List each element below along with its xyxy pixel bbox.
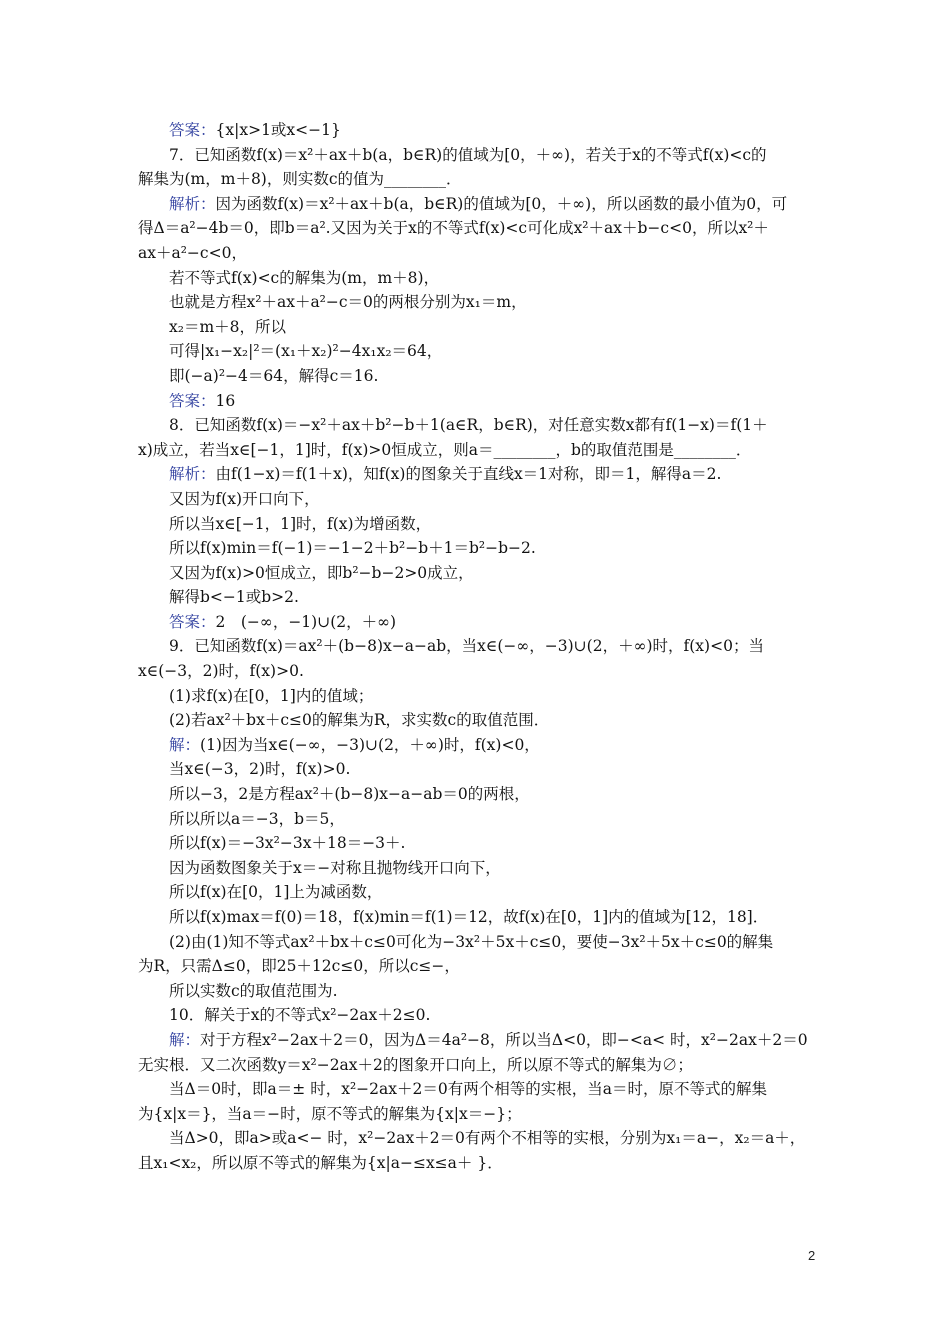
text-line	[138, 413, 818, 438]
line-text: x∈(−3，2)时，f(x)>0.	[138, 662, 304, 681]
text-line	[138, 979, 818, 1004]
text-line	[138, 856, 818, 881]
line-text: 所以实数c的取值范围为.	[169, 981, 338, 1000]
text-line	[138, 585, 818, 610]
line-text: 9．已知函数f(x)＝ax²＋(b−8)x−a−ab，当x∈(−∞，−3)∪(2，＋∞)时，f(x)<0；当	[169, 637, 764, 656]
line-text: 所以f(x)max＝f(0)＝18，f(x)min＝f(1)＝12，故f(x)在[0，1]内的值域为[12，18]．	[169, 908, 769, 926]
line-text: 当x∈(−3，2)时，f(x)>0.	[169, 760, 351, 779]
text-line	[138, 192, 818, 217]
line-text: 当Δ>0，即a>或a<− 时，x²−2ax＋2＝0有两个不相等的实根，分别为x₁＝a−，x₂＝a＋，	[169, 1129, 806, 1148]
line-text: x)成立，若当x∈[−1，1]时，f(x)>0恒成立，则a＝________，b的取值范围是________．	[138, 440, 752, 459]
text-line	[138, 1102, 818, 1127]
text-line	[138, 389, 818, 414]
line-text: 也就是方程x²＋ax＋a²−c＝0的两根分别为x₁＝m，	[169, 293, 527, 312]
line-text: (2)若ax²＋bx＋c≤0的解集为R，求实数c的取值范围．	[169, 711, 550, 730]
line-text: 且x₁<x₂，所以原不等式的解集为{x|a−≤x≤a＋ }．	[138, 1153, 503, 1172]
line-text: 所以f(x)在[0，1]上为减函数，	[169, 883, 383, 902]
answer-label: 答案：	[169, 391, 216, 410]
text-line	[138, 143, 818, 168]
text-line	[138, 930, 818, 955]
line-text: 当Δ＝0时，即a＝± 时，x²−2ax＋2＝0有两个相等的实根，当a＝时，原不等式的解集	[169, 1080, 767, 1099]
line-text: 所以当x∈[−1，1]时，f(x)为增函数，	[169, 514, 432, 533]
text-line	[138, 1077, 818, 1102]
line-text: 解集为(m，m＋8)，则实数c的值为________．	[138, 170, 462, 189]
text-line	[138, 290, 818, 315]
line-text: 又因为f(x)开口向下，	[169, 489, 320, 508]
answer-label: 解析：	[169, 194, 216, 213]
text-line	[138, 880, 818, 905]
line-text: 2 (−∞，−1)∪(2，＋∞)	[215, 612, 397, 631]
text-line	[138, 684, 818, 709]
line-text: 即(−a)²−4＝64，解得c＝16.	[169, 366, 379, 385]
text-line	[138, 659, 818, 684]
line-text: 7．已知函数f(x)＝x²＋ax＋b(a，b∈R)的值域为[0，＋∞)，若关于x的不等式f(x)<c的	[169, 145, 767, 164]
line-text: (2)由(1)知不等式ax²＋bx＋c≤0可化为−3x²＋5x＋c≤0，要使−3x²＋5x＋c≤0的解集	[169, 932, 774, 951]
text-line	[138, 487, 818, 512]
text-line	[138, 708, 818, 733]
line-text: 由f(1−x)＝f(1＋x)，知f(x)的图象关于直线x＝1对称，即＝1，解得a＝2.	[215, 465, 722, 484]
text-line	[138, 954, 818, 979]
text-line	[138, 315, 818, 340]
text-line	[138, 757, 818, 782]
text-line	[138, 266, 818, 291]
text-line	[138, 438, 818, 463]
line-text: 所以f(x)＝−3x²−3x＋18＝−3＋.	[169, 834, 406, 853]
answer-label: 解：	[169, 1030, 201, 1049]
line-text: 16	[215, 391, 236, 410]
line-text: 所以所以a＝−3，b＝5，	[169, 809, 345, 828]
line-text: x₂＝m＋8，所以	[169, 317, 287, 336]
text-line	[138, 831, 818, 856]
answer-label: 答案：	[169, 612, 216, 631]
answer-label: 解：	[169, 735, 201, 754]
text-line	[138, 118, 818, 143]
text-line	[138, 561, 818, 586]
text-line	[138, 1028, 818, 1053]
line-text: 对于方程x²−2ax＋2＝0，因为Δ＝4a²−8，所以当Δ<0，即−<a< 时，x²−2ax＋2＝0	[200, 1030, 808, 1049]
text-line	[138, 512, 818, 537]
line-text: 所以f(x)min＝f(−1)＝−1−2＋b²−b＋1＝b²−b−2.	[169, 539, 536, 558]
line-text: 得Δ＝a²−4b＝0，即b＝a².又因为关于x的不等式f(x)<c可化成x²＋ax＋b−c<0，所以x²＋	[138, 219, 769, 238]
text-line	[138, 610, 818, 635]
line-text: 8．已知函数f(x)＝−x²＋ax＋b²−b＋1(a∈R，b∈R)，对任意实数x都有f(1−x)＝f(1＋	[169, 416, 768, 435]
text-line	[138, 905, 818, 930]
text-line	[138, 167, 818, 192]
line-text: ax＋a²−c<0，	[138, 243, 247, 262]
text-line	[138, 1053, 818, 1078]
line-text: 因为函数f(x)＝x²＋ax＋b(a，b∈R)的值域为[0，＋∞)，所以函数的最小值为0，可	[215, 194, 788, 213]
line-text: 为R，只需Δ≤0，即25＋12c≤0，所以c≤−，	[138, 957, 460, 976]
answer-label: 解析：	[169, 465, 216, 484]
text-line	[138, 339, 818, 364]
line-text: 因为函数图象关于x＝−对称且抛物线开口向下，	[169, 858, 501, 877]
line-text: (1)因为当x∈(−∞，−3)∪(2，＋∞)时，f(x)<0，	[200, 735, 540, 754]
document-body	[138, 118, 818, 1176]
text-line	[138, 634, 818, 659]
line-text: 为{x|x＝}，当a＝−时，原不等式的解集为{x|x＝−}；	[138, 1104, 522, 1123]
text-line	[138, 1126, 818, 1151]
answer-label: 答案：	[169, 121, 216, 139]
text-line	[138, 364, 818, 389]
text-line	[138, 536, 818, 561]
text-line	[138, 1151, 818, 1176]
line-text: 无实根．又二次函数y＝x²−2ax＋2的图象开口向上，所以原不等式的解集为∅；	[138, 1055, 693, 1074]
line-text: 所以−3，2是方程ax²＋(b−8)x−a−ab＝0的两根，	[169, 785, 530, 804]
line-text: 若不等式f(x)<c的解集为(m，m＋8)，	[169, 268, 440, 287]
line-text: (1)求f(x)在[0，1]内的值域；	[169, 686, 374, 705]
text-line	[138, 1003, 818, 1028]
line-text: 解得b<−1或b>2.	[169, 588, 299, 607]
line-text: 又因为f(x)>0恒成立，即b²−b−2>0成立，	[169, 563, 474, 582]
text-line	[138, 241, 818, 266]
page-number: 2	[808, 1248, 816, 1263]
text-line	[138, 807, 818, 832]
line-text: 可得|x₁−x₂|²＝(x₁＋x₂)²−4x₁x₂＝64，	[169, 342, 443, 361]
line-text: {x|x>1或x<−1}	[215, 121, 341, 139]
text-line	[138, 733, 818, 758]
text-line	[138, 782, 818, 807]
text-line	[138, 462, 818, 487]
text-line	[138, 216, 818, 241]
line-text: 10．解关于x的不等式x²−2ax＋2≤0.	[169, 1006, 431, 1025]
